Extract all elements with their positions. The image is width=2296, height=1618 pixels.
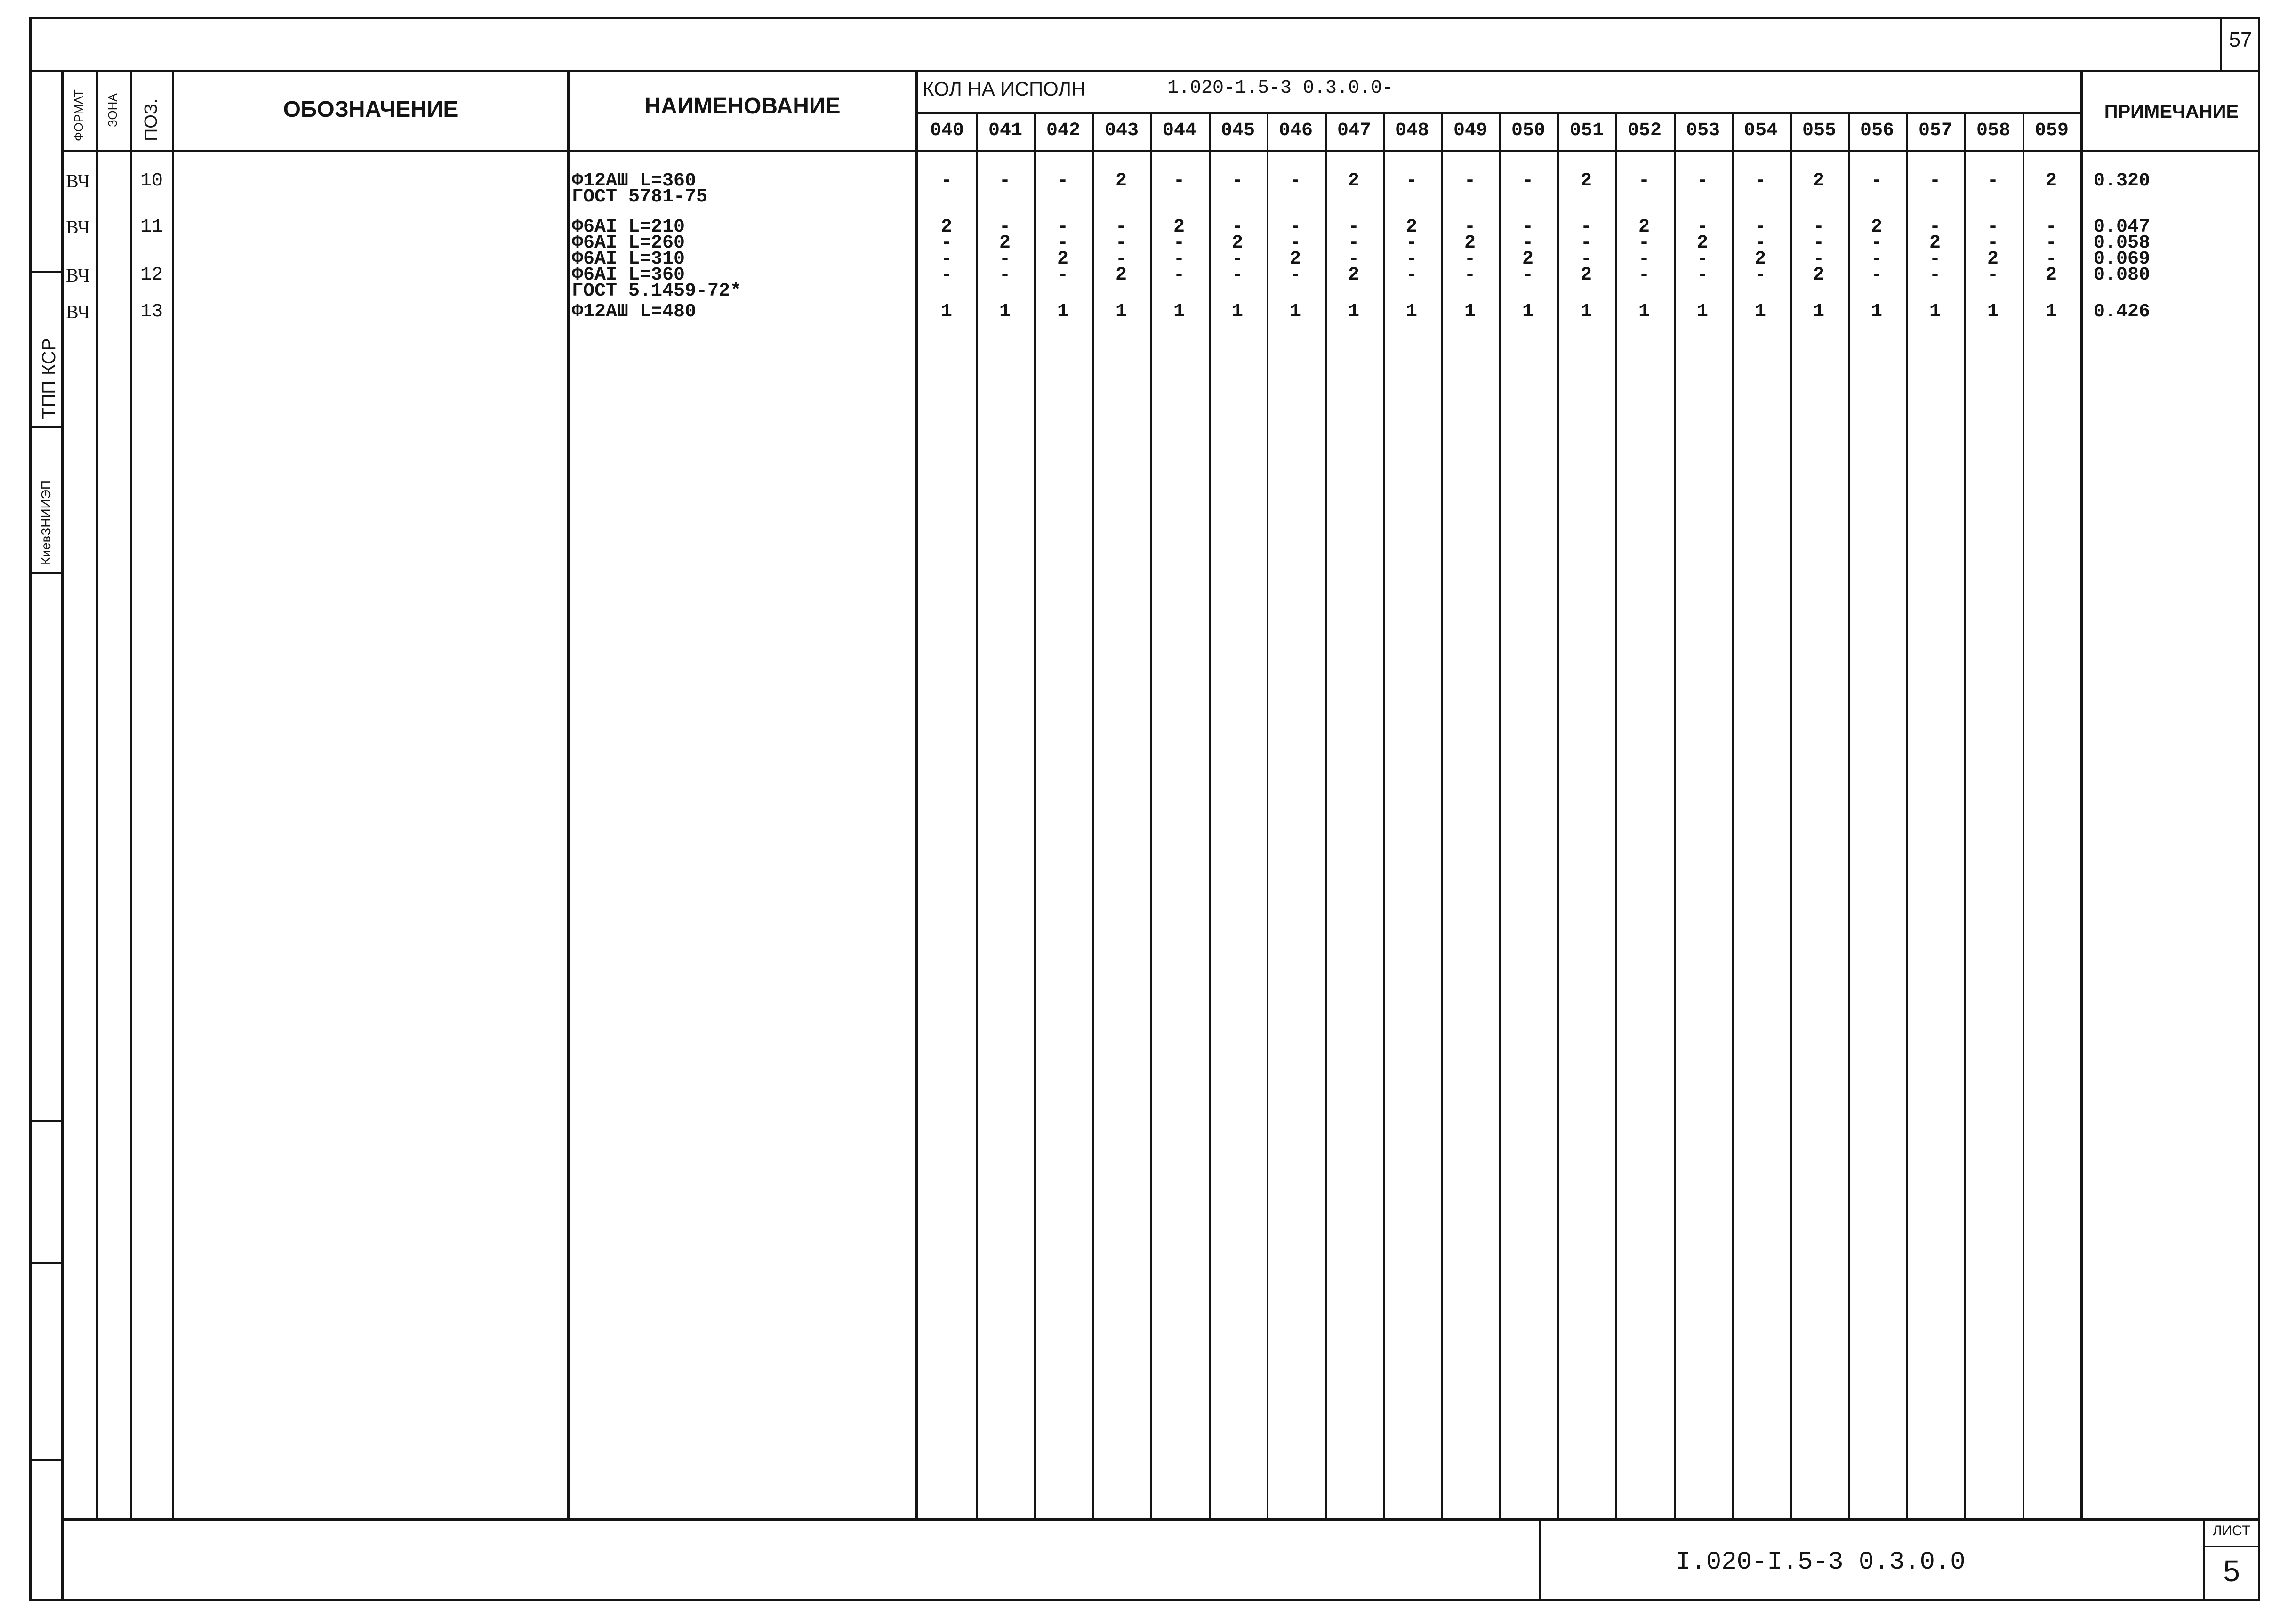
- frame-left: [29, 17, 32, 1601]
- row-qty-cell: 2: [1173, 217, 1185, 238]
- row-qty-cell: -: [1871, 170, 1882, 192]
- row-qty-cell: -: [1638, 170, 1650, 192]
- row-name: Ф6АI L=360: [572, 265, 685, 286]
- stamp-div-5: [29, 1262, 63, 1264]
- row-note: 0.058: [2094, 233, 2151, 254]
- sheet-number: 5: [2223, 1554, 2240, 1588]
- variant-col-number: 043: [1104, 120, 1139, 141]
- row-qty-cell: -: [1754, 217, 1766, 238]
- document-code: I.020-I.5-3 0.3.0.0: [1676, 1548, 1966, 1577]
- row-qty-cell: -: [1871, 233, 1882, 254]
- row-qty-cell: 2: [1115, 170, 1127, 192]
- row-qty-cell: 2: [1231, 233, 1243, 254]
- row-qty-cell: -: [1057, 265, 1068, 286]
- row-qty-cell: -: [1289, 217, 1301, 238]
- row-qty-cell: 2: [1929, 233, 1941, 254]
- row-qty-cell: 1: [1638, 301, 1650, 322]
- row-qty-cell: -: [1580, 233, 1592, 254]
- row-qty-cell: -: [1696, 265, 1708, 286]
- row-qty-cell: -: [999, 217, 1011, 238]
- row-qty-cell: -: [1929, 249, 1941, 270]
- row-qty-cell: -: [1173, 170, 1185, 192]
- row-qty-cell: -: [1580, 249, 1592, 270]
- row-qty-cell: -: [940, 233, 952, 254]
- col-line-qty-start: [915, 70, 918, 1520]
- row-pos: 13: [140, 301, 163, 322]
- header-format: ФОРМАТ: [72, 89, 86, 141]
- row-qty-cell: -: [1348, 249, 1359, 270]
- row-qty-cell: -: [1464, 249, 1476, 270]
- stamp-div-4: [29, 1120, 63, 1122]
- variant-col-number: 048: [1395, 120, 1429, 141]
- row-qty-cell: -: [1115, 233, 1127, 254]
- corner-page-number: 57: [2229, 28, 2252, 51]
- row-qty-cell: 2: [1813, 170, 1824, 192]
- row-qty-cell: -: [2045, 217, 2057, 238]
- row-qty-cell: 2: [940, 217, 952, 238]
- row-qty-cell: -: [1231, 265, 1243, 286]
- row-qty-cell: 1: [1580, 301, 1592, 322]
- row-qty-cell: 2: [2045, 265, 2057, 286]
- row-qty-cell: -: [1115, 249, 1127, 270]
- variant-col-number: 044: [1162, 120, 1196, 141]
- variant-col-line: [1441, 112, 1443, 1520]
- header-name: НАИМЕНОВАНИЕ: [644, 94, 841, 119]
- row-qty-cell: 1: [1348, 301, 1359, 322]
- row-format: ВЧ: [66, 265, 90, 286]
- row-qty-cell: -: [1057, 233, 1068, 254]
- row-qty-cell: -: [1173, 249, 1185, 270]
- row-qty-cell: -: [1231, 217, 1243, 238]
- variant-col-line: [1615, 112, 1617, 1520]
- row-qty-cell: -: [1813, 217, 1824, 238]
- variant-col-number: 045: [1220, 120, 1255, 141]
- variant-col-line: [1383, 112, 1385, 1520]
- row-note: 0.426: [2094, 301, 2151, 322]
- sheet-label: ЛИСТ: [2212, 1523, 2251, 1538]
- row-qty-cell: 1: [1813, 301, 1824, 322]
- row-qty-cell: -: [1987, 217, 1999, 238]
- row-qty-cell: -: [1754, 233, 1766, 254]
- row-qty-cell: 1: [1871, 301, 1882, 322]
- row-qty-cell: 2: [999, 233, 1011, 254]
- row-qty-cell: 1: [1754, 301, 1766, 322]
- row-qty-cell: -: [1696, 170, 1708, 192]
- row-qty-cell: -: [1871, 249, 1882, 270]
- variant-col-line: [1848, 112, 1850, 1520]
- row-pos: 12: [140, 265, 163, 286]
- row-format: ВЧ: [66, 217, 90, 238]
- title-block-sheet-mid: [2203, 1546, 2259, 1547]
- row-qty-cell: -: [2045, 233, 2057, 254]
- variant-col-line: [1906, 112, 1908, 1520]
- row-qty-cell: -: [1405, 233, 1417, 254]
- corner-box-left: [2220, 17, 2222, 71]
- row-name: Ф6АI L=210: [572, 217, 685, 238]
- variant-col-line: [1674, 112, 1676, 1520]
- row-qty-cell: -: [999, 249, 1011, 270]
- variant-col-number: 055: [1802, 120, 1836, 141]
- row-qty-cell: -: [1580, 217, 1592, 238]
- header-qty-base: 1.020-1.5-3 0.3.0.0-: [1167, 78, 1394, 99]
- variant-col-line: [1499, 112, 1501, 1520]
- row-note: 0.320: [2094, 170, 2151, 192]
- row-qty-cell: 2: [1754, 249, 1766, 270]
- row-name: Ф12АШ L=360: [572, 170, 697, 192]
- variant-col-number: 052: [1627, 120, 1662, 141]
- row-qty-cell: -: [1871, 265, 1882, 286]
- row-qty-cell: -: [940, 170, 952, 192]
- row-qty-cell: -: [2045, 249, 2057, 270]
- row-qty-cell: -: [1173, 233, 1185, 254]
- row-qty-cell: -: [1638, 233, 1650, 254]
- row-qty-cell: -: [1696, 249, 1708, 270]
- row-qty-cell: -: [999, 170, 1011, 192]
- header-pos: ПОЗ.: [141, 98, 161, 141]
- row-qty-cell: 1: [1987, 301, 1999, 322]
- stamp-div-3: [29, 572, 63, 574]
- row-format: ВЧ: [66, 170, 90, 192]
- row-qty-cell: -: [1289, 170, 1301, 192]
- variant-col-number: 057: [1918, 120, 1952, 141]
- row-qty-cell: -: [1929, 265, 1941, 286]
- frame-bottom: [29, 1599, 2260, 1601]
- row-qty-cell: -: [1289, 265, 1301, 286]
- row-qty-cell: -: [1929, 217, 1941, 238]
- row-note: 0.047: [2094, 217, 2151, 238]
- row-qty-cell: 1: [1057, 301, 1068, 322]
- variant-col-line: [1732, 112, 1734, 1520]
- row-qty-cell: -: [1987, 170, 1999, 192]
- row-qty-cell: 1: [1522, 301, 1533, 322]
- row-qty-cell: 2: [1987, 249, 1999, 270]
- row-qty-cell: -: [1057, 170, 1068, 192]
- variant-col-line: [1034, 112, 1036, 1520]
- row-qty-cell: -: [1405, 265, 1417, 286]
- row-qty-cell: 1: [1289, 301, 1301, 322]
- row-qty-cell: -: [1231, 249, 1243, 270]
- row-qty-cell: 2: [2045, 170, 2057, 192]
- row-qty-cell: -: [1522, 170, 1533, 192]
- table-bottom-line: [61, 1518, 2260, 1521]
- row-qty-cell: 2: [1348, 170, 1359, 192]
- title-block-left: [1539, 1518, 1541, 1601]
- row-qty-cell: 1: [1929, 301, 1941, 322]
- row-name: Ф6АI L=310: [572, 249, 685, 270]
- row-qty-cell: -: [1057, 217, 1068, 238]
- variant-col-line: [976, 112, 978, 1520]
- variant-col-number: 050: [1511, 120, 1545, 141]
- variant-col-number: 041: [988, 120, 1022, 141]
- stamp-organization: КиевЗНИИЭП: [39, 480, 53, 565]
- variant-col-number: 042: [1046, 120, 1080, 141]
- header-zone: ЗОНА: [105, 93, 120, 127]
- variant-col-number: 040: [930, 120, 964, 141]
- row-qty-cell: 2: [1348, 265, 1359, 286]
- variant-col-line: [1964, 112, 1966, 1520]
- stamp-div-2: [29, 426, 63, 428]
- row-qty-cell: 2: [1057, 249, 1068, 270]
- variant-col-number: 054: [1743, 120, 1778, 141]
- variant-col-number: 056: [1860, 120, 1894, 141]
- row-qty-cell: -: [1464, 265, 1476, 286]
- row-qty-cell: 2: [1405, 217, 1417, 238]
- variant-col-number: 059: [2034, 120, 2069, 141]
- stamp-code: ТПП КСР: [39, 338, 59, 419]
- variant-col-line: [1092, 112, 1094, 1520]
- row-qty-cell: -: [1813, 233, 1824, 254]
- row-qty-cell: 2: [1871, 217, 1882, 238]
- row-qty-cell: -: [1929, 170, 1941, 192]
- row-qty-cell: 2: [1464, 233, 1476, 254]
- variant-col-number: 051: [1569, 120, 1604, 141]
- row-qty-cell: 2: [1813, 265, 1824, 286]
- row-qty-cell: 2: [1522, 249, 1533, 270]
- variant-col-line: [2023, 112, 2024, 1520]
- header-qty-label: КОЛ НА ИСПОЛН: [923, 78, 1086, 100]
- row-qty-cell: -: [1231, 170, 1243, 192]
- table-top-line: [29, 70, 2260, 72]
- header-designation: ОБОЗНАЧЕНИЕ: [283, 97, 458, 122]
- row-qty-cell: 2: [1580, 170, 1592, 192]
- variant-col-number: 049: [1453, 120, 1487, 141]
- row-qty-cell: -: [1522, 233, 1533, 254]
- variant-col-number: 053: [1686, 120, 1720, 141]
- row-qty-cell: -: [1115, 217, 1127, 238]
- row-qty-cell: -: [1173, 265, 1185, 286]
- row-qty-cell: 1: [1696, 301, 1708, 322]
- row-qty-cell: 2: [1580, 265, 1592, 286]
- row-qty-cell: -: [1522, 265, 1533, 286]
- variant-col-line: [1209, 112, 1211, 1520]
- frame-top: [29, 17, 2260, 19]
- row-qty-cell: 2: [1638, 217, 1650, 238]
- row-qty-cell: -: [1987, 233, 1999, 254]
- frame-right: [2258, 17, 2260, 1601]
- row-qty-cell: -: [1522, 217, 1533, 238]
- col-line-note: [2080, 70, 2083, 1520]
- row-format: ВЧ: [66, 301, 90, 322]
- col-line-zone: [96, 70, 98, 1520]
- row-qty-cell: -: [1638, 249, 1650, 270]
- row-qty-cell: 1: [1231, 301, 1243, 322]
- row-qty-cell: -: [1813, 249, 1824, 270]
- variant-col-number: 058: [1976, 120, 2010, 141]
- stamp-col-right-line: [61, 70, 64, 1600]
- row-qty-cell: -: [940, 265, 952, 286]
- row-qty-cell: -: [1696, 217, 1708, 238]
- col-line-pos: [130, 70, 132, 1520]
- row-qty-cell: -: [1289, 233, 1301, 254]
- row-name: ГОСТ 5.1459-72*: [572, 281, 742, 302]
- variant-col-line: [1150, 112, 1152, 1520]
- stamp-div-1: [29, 271, 63, 273]
- variant-col-line: [1790, 112, 1792, 1520]
- row-qty-cell: -: [1348, 217, 1359, 238]
- row-name: Ф6АI L=260: [572, 233, 685, 254]
- row-qty-cell: 2: [1115, 265, 1127, 286]
- variant-col-line: [1325, 112, 1327, 1520]
- row-qty-cell: -: [1754, 265, 1766, 286]
- row-qty-cell: -: [1348, 233, 1359, 254]
- row-qty-cell: -: [1638, 265, 1650, 286]
- col-line-name: [567, 70, 570, 1520]
- row-note: 0.069: [2094, 249, 2151, 270]
- row-pos: 11: [140, 217, 163, 238]
- stamp-div-6: [29, 1459, 63, 1461]
- row-qty-cell: 1: [1405, 301, 1417, 322]
- variant-col-line: [1267, 112, 1268, 1520]
- row-qty-cell: -: [1405, 249, 1417, 270]
- row-qty-cell: 1: [1464, 301, 1476, 322]
- row-name: ГОСТ 5781-75: [572, 186, 708, 208]
- header-bottom-line: [61, 150, 2260, 152]
- row-qty-cell: -: [1987, 265, 1999, 286]
- variant-col-number: 046: [1278, 120, 1313, 141]
- row-qty-cell: -: [1464, 217, 1476, 238]
- row-pos: 10: [140, 170, 163, 192]
- row-qty-cell: -: [1754, 170, 1766, 192]
- row-note: 0.080: [2094, 265, 2151, 286]
- row-qty-cell: -: [940, 249, 952, 270]
- row-name: Ф12АШ L=480: [572, 301, 697, 322]
- row-qty-cell: 2: [1696, 233, 1708, 254]
- row-qty-cell: 1: [999, 301, 1011, 322]
- row-qty-cell: 2: [1289, 249, 1301, 270]
- row-qty-cell: -: [1405, 170, 1417, 192]
- row-qty-cell: -: [999, 265, 1011, 286]
- row-qty-cell: 1: [1173, 301, 1185, 322]
- col-line-designation: [172, 70, 174, 1520]
- row-qty-cell: -: [1464, 170, 1476, 192]
- row-qty-cell: 1: [1115, 301, 1127, 322]
- variant-col-number: 047: [1337, 120, 1371, 141]
- header-note: ПРИМЕЧАНИЕ: [2104, 101, 2239, 122]
- row-qty-cell: 1: [2045, 301, 2057, 322]
- row-qty-cell: 1: [940, 301, 952, 322]
- variant-col-line: [1557, 112, 1559, 1520]
